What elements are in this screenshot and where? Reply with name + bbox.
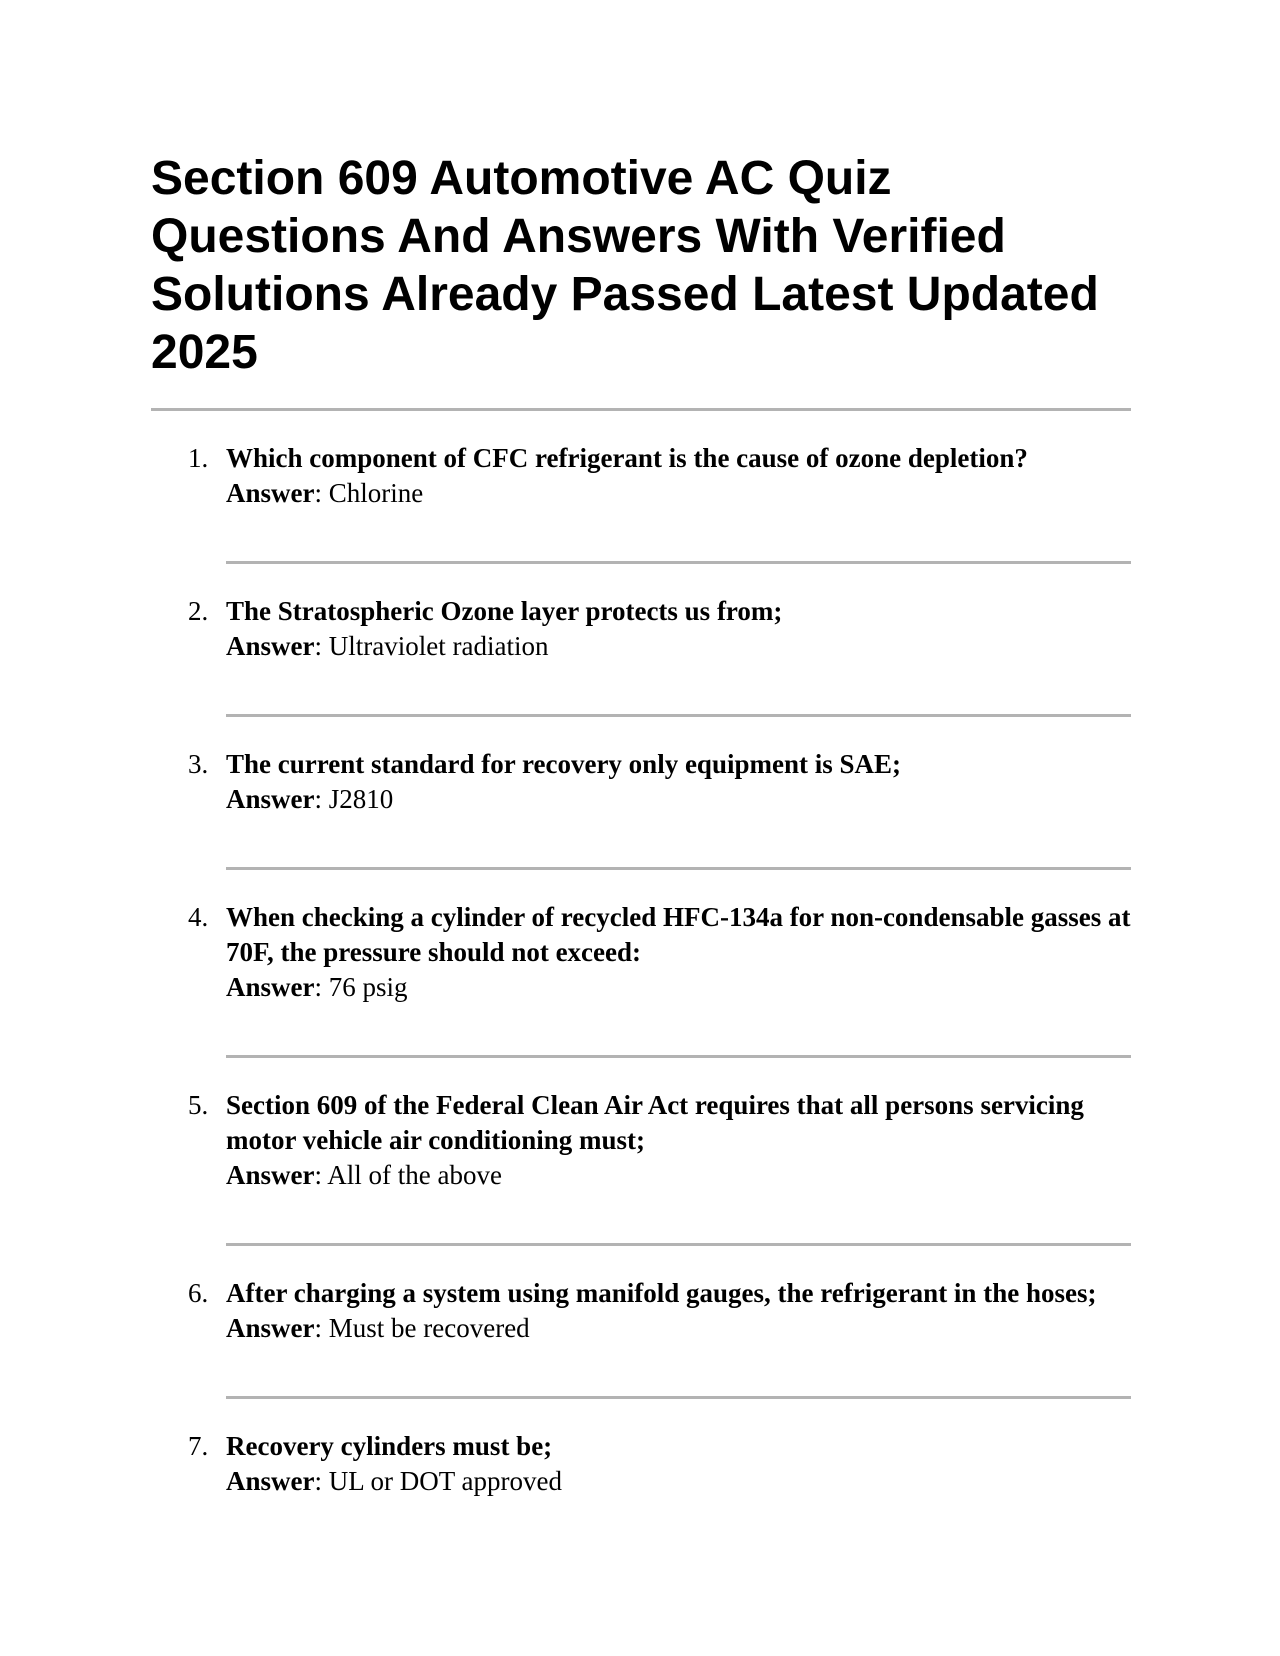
question-number: 5. (188, 1090, 209, 1120)
question-number: 4. (188, 902, 209, 932)
qa-item (151, 1246, 1131, 1399)
document-title: Section 609 Automotive AC Quiz Questions And Answers With Verified Solutions Already Passed Latest Updated 2025 (151, 152, 1099, 379)
answer-line: Answer: J2810 (226, 784, 394, 814)
answer-label: Answer (226, 972, 315, 1002)
question-number: 7. (188, 1431, 209, 1461)
answer-text: Chlorine (328, 478, 424, 508)
answer-text: Ultraviolet radiation (328, 631, 549, 661)
qa-item (151, 870, 1131, 1058)
answer-label: Answer (226, 1466, 315, 1496)
answer-line: Answer: Must be recovered (226, 1313, 530, 1343)
answer-line: Answer: UL or DOT approved (226, 1466, 562, 1496)
qa-item (151, 1399, 1131, 1499)
answer-text: UL or DOT approved (328, 1466, 562, 1496)
answer-label: Answer (226, 1160, 315, 1190)
question-text: Which component of CFC refrigerant is the cause of ozone depletion? (226, 443, 1028, 473)
answer-label: Answer (226, 784, 315, 814)
qa-item (151, 411, 1131, 564)
question-text: The Stratospheric Ozone layer protects us from; (226, 596, 783, 626)
qa-item (151, 564, 1131, 717)
qa-list (151, 411, 1131, 1499)
answer-text: All of the above (327, 1160, 502, 1190)
answer-line: Answer: All of the above (226, 1160, 502, 1190)
answer-line: Answer: Chlorine (226, 478, 424, 508)
question-text: After charging a system using manifold gauges, the refrigerant in the hoses; (226, 1278, 1097, 1308)
question-text: When checking a cylinder of recycled HFC-134a for non-condensable gasses at 70F, the pressure should not exceed: (226, 902, 1131, 967)
question-number: 6. (188, 1278, 209, 1308)
question-text: The current standard for recovery only equipment is SAE; (226, 749, 901, 779)
question-text: Recovery cylinders must be; (226, 1431, 553, 1461)
answer-text: Must be recovered (328, 1313, 530, 1343)
answer-line: Answer: 76 psig (226, 972, 408, 1002)
answer-label: Answer (226, 631, 315, 661)
answer-label: Answer (226, 478, 315, 508)
answer-label: Answer (226, 1313, 315, 1343)
qa-item (151, 717, 1131, 870)
question-number: 2. (188, 596, 209, 626)
answer-line: Answer: Ultraviolet radiation (226, 631, 549, 661)
qa-item (151, 1058, 1131, 1246)
document-page (151, 150, 1131, 1499)
question-number: 1. (188, 443, 209, 473)
answer-text: 76 psig (328, 972, 408, 1002)
question-number: 3. (188, 749, 209, 779)
question-text: Section 609 of the Federal Clean Air Act requires that all persons servicing motor vehicle air conditioning must; (226, 1090, 1084, 1155)
answer-text: J2810 (328, 784, 394, 814)
